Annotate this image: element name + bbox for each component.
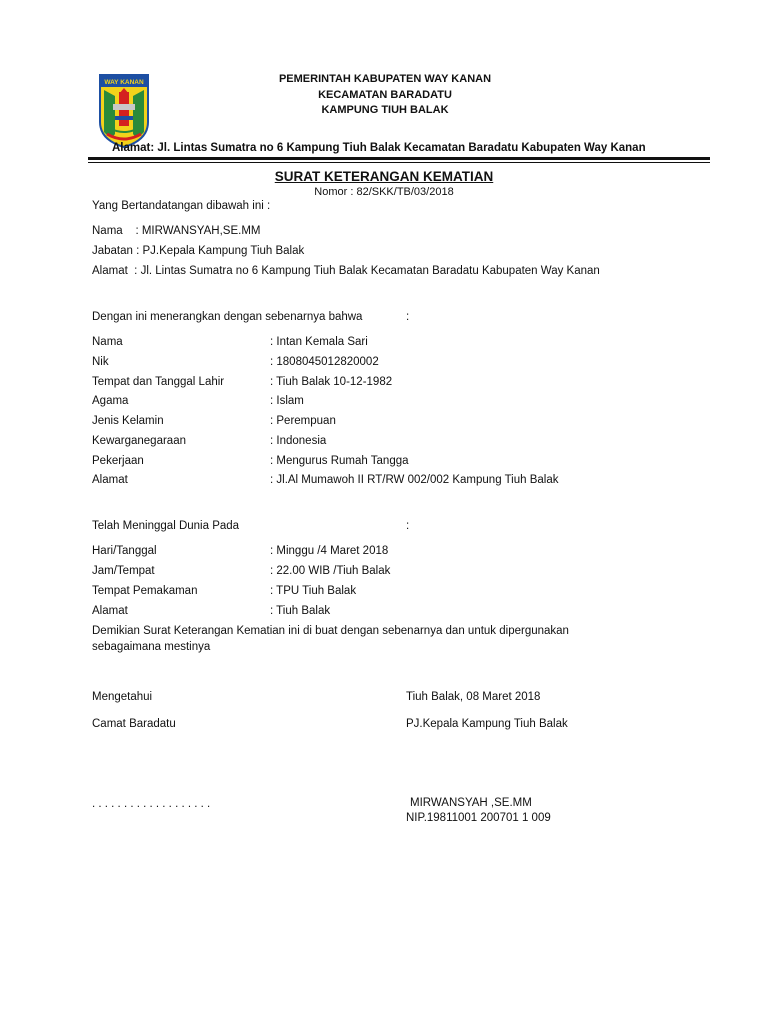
document-title: SURAT KETERANGAN KEMATIAN	[274, 169, 494, 184]
death-intro-colon: :	[406, 520, 410, 532]
field-label: Tempat Pemakaman	[92, 585, 198, 597]
deceased-row-religion	[92, 395, 692, 415]
field-value: : Perempuan	[270, 415, 336, 427]
signer-address: Alamat : Jl. Lintas Sumatra no 6 Kampung Tiuh Balak Kecamatan Baradatu Kabupaten Way Kanan	[92, 265, 600, 277]
field-label: Nik	[92, 356, 109, 368]
field-value: : Indonesia	[270, 435, 327, 447]
camat-signature-line: . . . . . . . . . . . . . . . . . . .	[92, 798, 211, 810]
field-label: Kewarganegaraan	[92, 435, 186, 447]
village-head-nip: NIP.19811001 200701 1 009	[406, 812, 551, 824]
death-intro: Telah Meninggal Dunia Pada	[92, 520, 240, 532]
death-row-burial	[92, 585, 692, 605]
deceased-row-address	[92, 474, 692, 494]
village-name: KAMPUNG TIUH BALAK	[321, 104, 449, 116]
field-value: : Tiuh Balak	[270, 605, 331, 617]
letterhead-address: Alamat: Jl. Lintas Sumatra no 6 Kampung Tiuh Balak Kecamatan Baradatu Kabupaten Way Kanan	[112, 142, 646, 154]
death-row-date	[92, 545, 692, 565]
field-value: : Intan Kemala Sari	[270, 336, 368, 348]
header-divider-thin	[88, 162, 710, 163]
field-label: Pekerjaan	[92, 455, 144, 467]
signer-intro: Yang Bertandatangan dibawah ini :	[92, 200, 271, 212]
field-label: Alamat	[92, 474, 128, 486]
deceased-row-nik	[92, 356, 692, 376]
deceased-row-gender	[92, 415, 692, 435]
deceased-row-birth	[92, 376, 692, 396]
document-number: Nomor : 82/SKK/TB/03/2018	[314, 186, 454, 198]
acknowledged-heading: Mengetahui	[92, 691, 153, 703]
field-label: Alamat	[92, 605, 128, 617]
statement-intro: Dengan ini menerangkan dengan sebenarnya bahwa	[92, 311, 363, 323]
statement-colon: :	[406, 311, 410, 323]
field-label: Jam/Tempat	[92, 565, 155, 577]
field-value: : Islam	[270, 395, 304, 407]
field-value: : 22.00 WIB /Tiuh Balak	[270, 565, 391, 577]
signer-position: Jabatan : PJ.Kepala Kampung Tiuh Balak	[92, 245, 305, 257]
closing-line-1: Demikian Surat Keterangan Kematian ini di buat dengan sebenarnya dan untuk dipergunakan	[92, 625, 569, 637]
death-row-time-place	[92, 565, 692, 585]
deceased-row-occupation	[92, 455, 692, 475]
deceased-row-nationality	[92, 435, 692, 455]
camat-title: Camat Baradatu	[92, 718, 176, 730]
field-label: Jenis Kelamin	[92, 415, 164, 427]
field-value: : Tiuh Balak 10-12-1982	[270, 376, 393, 388]
field-value: : Jl.Al Mumawoh II RT/RW 002/002 Kampung Tiuh Balak	[270, 474, 559, 486]
signer-name: Nama : MIRWANSYAH,SE.MM	[92, 225, 261, 237]
village-head-title: PJ.Kepala Kampung Tiuh Balak	[406, 718, 568, 730]
field-label: Tempat dan Tanggal Lahir	[92, 376, 225, 388]
government-name: PEMERINTAH KABUPATEN WAY KANAN	[278, 73, 492, 85]
district-name: KECAMATAN BARADATU	[318, 88, 452, 101]
header-divider-thick	[88, 157, 710, 160]
field-label: Nama	[92, 336, 123, 348]
deceased-row-name	[92, 336, 692, 356]
village-head-name: MIRWANSYAH ,SE.MM	[410, 797, 532, 809]
death-row-address	[92, 605, 692, 625]
field-label: Agama	[92, 395, 129, 407]
way-kanan-emblem	[99, 74, 149, 148]
closing-line-2: sebagaimana mestinya	[92, 641, 211, 653]
field-label: Hari/Tanggal	[92, 545, 157, 557]
place-date: Tiuh Balak, 08 Maret 2018	[406, 691, 541, 703]
svg-text:WAY KANAN: WAY KANAN	[104, 79, 144, 86]
field-value: : TPU Tiuh Balak	[270, 585, 357, 597]
letterhead	[250, 72, 520, 119]
field-value: : Minggu /4 Maret 2018	[270, 545, 389, 557]
field-value: : Mengurus Rumah Tangga	[270, 455, 409, 467]
field-value: : 1808045012820002	[270, 356, 379, 368]
